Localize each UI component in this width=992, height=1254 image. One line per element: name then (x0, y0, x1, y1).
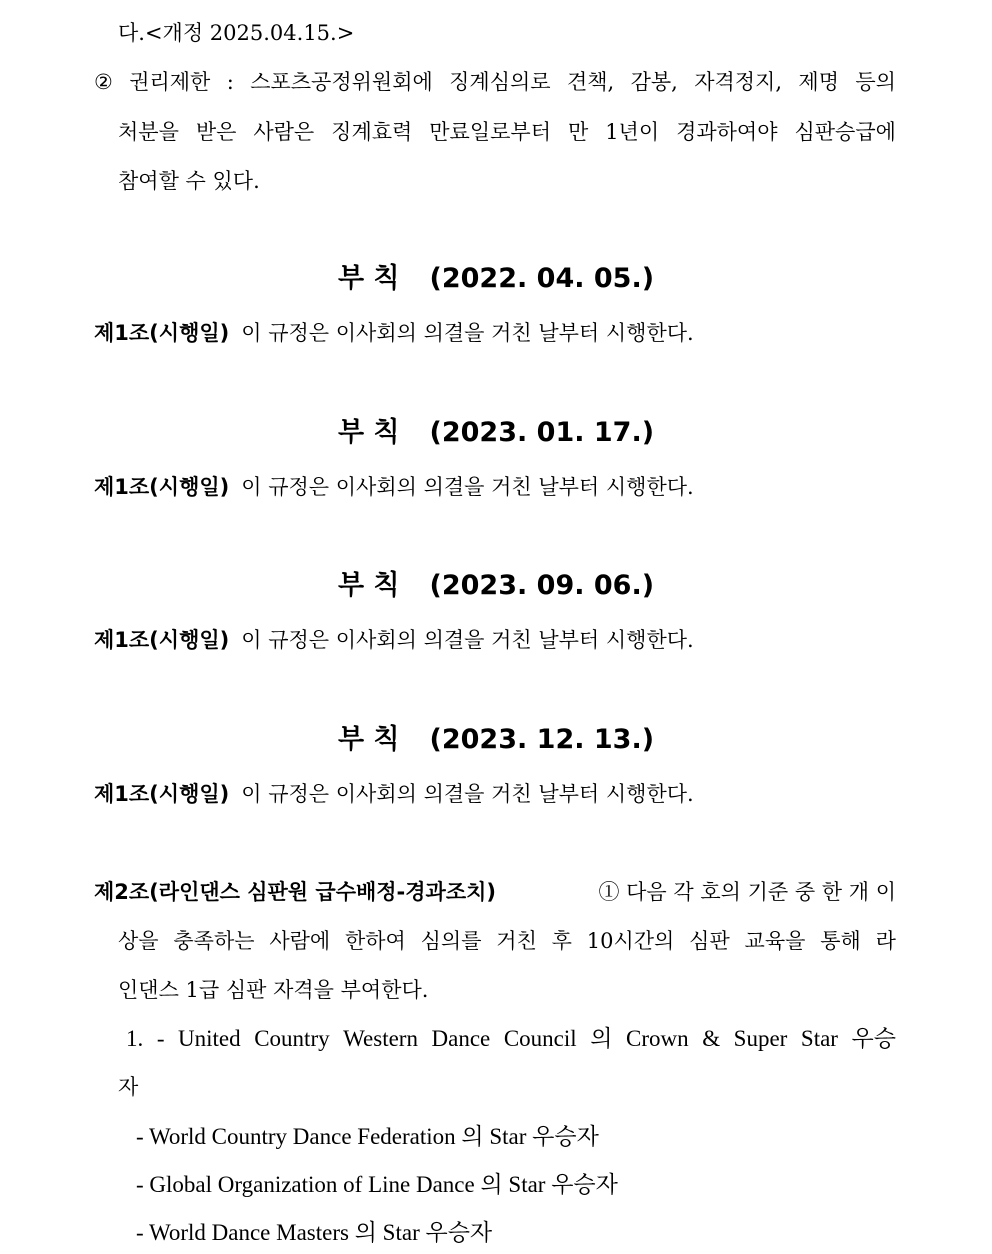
article-1-effective-date (94, 318, 694, 348)
article-2-line-1 (94, 877, 896, 907)
supplementary-heading-date: (2023. 09. 06.) (429, 570, 655, 601)
article-2-line-2: 상을 충족하는 사람에 한하여 심의를 거친 후 10시간의 심판 교육을 통해 라 (118, 929, 896, 953)
item-1-line-2: 자 (118, 1075, 139, 1099)
article-title: 제1조(시행일) (94, 628, 230, 652)
supplementary-heading (0, 569, 992, 603)
supplementary-heading-word: 부 칙 (337, 570, 400, 601)
supplementary-heading-date: (2023. 12. 13.) (429, 724, 655, 755)
article-2-text-1: ① 다음 각 호의 기준 중 한 개 이 (598, 880, 896, 904)
article-title: 제1조(시행일) (94, 475, 230, 499)
sub-item: - World Dance Masters 의 Star 우승자 (136, 1220, 493, 1245)
supplementary-heading (0, 723, 992, 757)
supplementary-heading-word: 부 칙 (337, 724, 400, 755)
article-2-title: 제2조(라인댄스 심판원 급수배정-경과조치) (94, 880, 497, 904)
article-text: 이 규정은 이사회의 의결을 거친 날부터 시행한다. (241, 475, 694, 499)
sub-item: - World Country Dance Federation 의 Star 우승자 (136, 1124, 599, 1149)
supplementary-heading (0, 262, 992, 296)
article-title: 제1조(시행일) (94, 782, 230, 806)
item-2-line-3: 참여할 수 있다. (118, 169, 260, 193)
paragraph-continuation: 다.<개정 2025.04.15.> (118, 21, 355, 45)
sub-item: - Global Organization of Line Dance 의 Star 우승자 (136, 1172, 618, 1197)
item-2-line-1: ② 권리제한 : 스포츠공정위원회에 징계심의로 견책, 감봉, 자격정지, 제명 등의 (94, 70, 896, 94)
supplementary-heading-date: (2023. 01. 17.) (429, 417, 655, 448)
supplementary-heading (0, 416, 992, 450)
article-text: 이 규정은 이사회의 의결을 거친 날부터 시행한다. (241, 628, 694, 652)
article-text: 이 규정은 이사회의 의결을 거친 날부터 시행한다. (241, 782, 694, 806)
item-2-line-2: 처분을 받은 사람은 징계효력 만료일로부터 만 1년이 경과하여야 심판승급에 (118, 120, 896, 144)
article-1-effective-date (94, 472, 694, 502)
supplementary-heading-word: 부 칙 (337, 263, 400, 294)
article-1-effective-date (94, 779, 694, 809)
article-title: 제1조(시행일) (94, 321, 230, 345)
article-text: 이 규정은 이사회의 의결을 거친 날부터 시행한다. (241, 321, 694, 345)
supplementary-heading-word: 부 칙 (337, 417, 400, 448)
item-1-line-1: 1. - United Country Western Dance Council 의 Crown & Super Star 우승 (126, 1026, 896, 1051)
article-2-line-3: 인댄스 1급 심판 자격을 부여한다. (118, 978, 429, 1002)
supplementary-heading-date: (2022. 04. 05.) (429, 263, 655, 294)
article-1-effective-date (94, 625, 694, 655)
